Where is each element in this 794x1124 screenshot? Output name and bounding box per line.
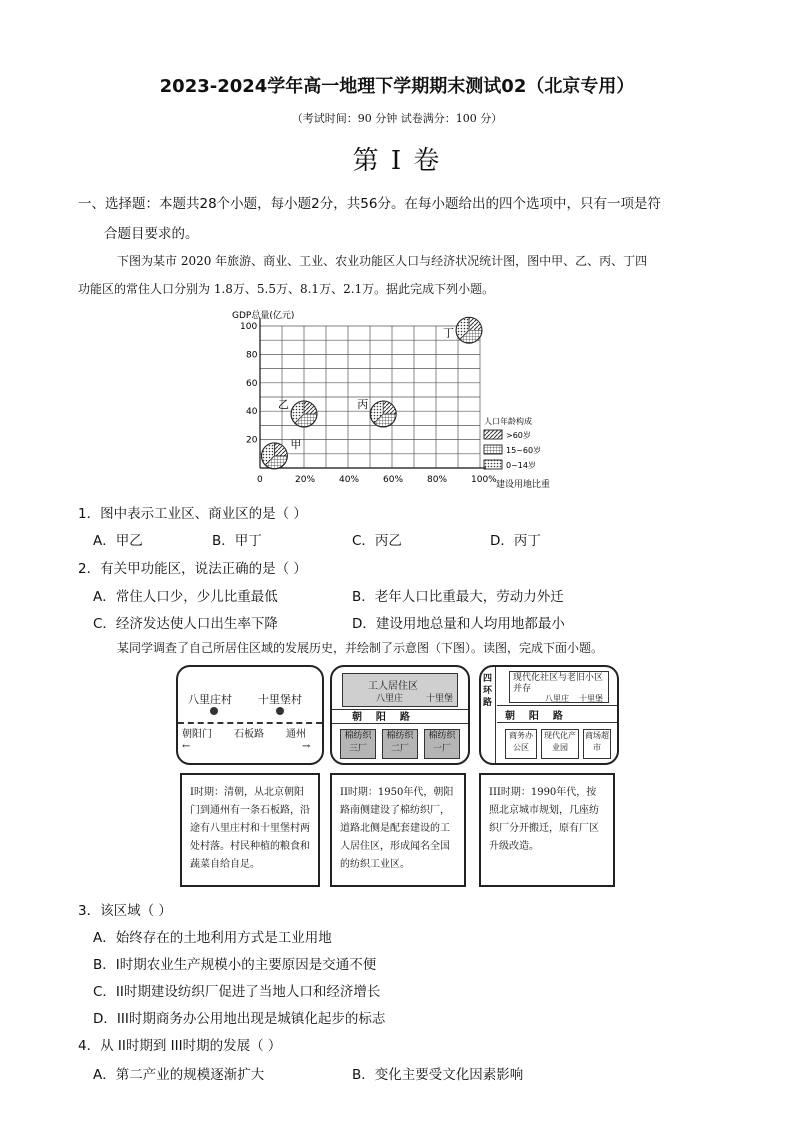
question-4-stem: 4．从 II时期到 III时期的发展（ ）: [78, 1038, 282, 1054]
y-tick-label: 20: [246, 435, 258, 446]
q2-option-b[interactable]: B．老年人口比重最大，劳动力外迁: [352, 589, 564, 605]
p3-industry-park: 现代化产业园: [541, 729, 579, 759]
section-instruction: 一、选择题：本题共28个小题，每小题2分，共56分。在每小题给出的四个选项中，只有一项是符: [78, 196, 661, 212]
p3-village-1: 八里庄: [545, 694, 569, 703]
q1-option-c[interactable]: C．丙乙: [352, 533, 402, 549]
p1-stone-road: [178, 722, 322, 724]
q3-option-b[interactable]: B．I时期农业生产规模小的主要原因是交通不便: [93, 957, 377, 973]
material-2-text: 某同学调查了自己所居住区域的发展历史，并绘制了示意图（下图）。读图，完成下面小题。: [117, 641, 604, 655]
period-3-description: III时期：1990年代，按照北京城市规划，几座纺织厂分开搬迁，原有厂区升级改造。: [479, 773, 615, 887]
period-3-map: [479, 665, 619, 765]
legend-item-young: 0~14岁: [506, 461, 536, 470]
q3-option-d[interactable]: D．III时期商务办公用地出现是城镇化起步的标志: [93, 1011, 386, 1027]
p2-factory-3: 棉纺织三厂: [340, 729, 376, 759]
q4-option-a[interactable]: A．第二产业的规模逐渐扩大: [93, 1067, 265, 1083]
exam-info: （考试时间：90 分钟 试卷满分：100 分）: [291, 112, 503, 125]
period-1-map: [176, 665, 324, 765]
point-label: 乙: [278, 398, 289, 412]
legend-swatch-mid: [484, 445, 502, 454]
x-tick-label: 0: [257, 475, 263, 485]
volume-heading: 第 I 卷: [352, 146, 442, 176]
p1-road-left: 朝阳门: [182, 729, 212, 740]
arrow-left-icon: ←: [182, 741, 191, 752]
p3-office: 商务办公区: [505, 729, 537, 759]
chart-x-label: 建设用地比重: [496, 480, 551, 490]
period-1-description: I时期：清朝，从北京朝阳门到通州有一条石板路，沿途有八里庄村和十里堡村两处村落。村民种植的粮食和蔬菜自给自足。: [180, 773, 320, 887]
p1-village-2: 十里堡村: [258, 693, 302, 706]
period-2-description: II时期：1950年代，朝阳路南侧建设了棉纺织厂，道路北侧是配套建设的工人居住区，形成闻名全国的纺织工业区。: [330, 773, 466, 887]
point-label: 丁: [443, 326, 454, 340]
p3-ring-road: 四环路: [483, 674, 493, 708]
p2-factory-1: 棉纺织一厂: [424, 729, 460, 759]
q2-option-c[interactable]: C．经济发达使人口出生率下降: [93, 616, 278, 632]
p2-road-label: 朝 阳 路: [352, 712, 410, 723]
p2-residential-label: 工人居住区: [368, 681, 418, 692]
question-3-stem: 3．该区域（ ）: [78, 903, 172, 919]
p3-road-line-2: [497, 722, 617, 723]
p1-village-1-dot: [210, 707, 218, 715]
legend-item-mid: 15~60岁: [506, 446, 542, 455]
x-tick-label: 60%: [383, 475, 404, 485]
question-1-stem: 1．图中表示工业区、商业区的是（ ）: [78, 506, 307, 522]
point-label: 丙: [357, 398, 369, 412]
q1-option-a[interactable]: A．甲乙: [93, 533, 143, 549]
p3-community: 现代化社区与老旧小区并存: [509, 671, 609, 703]
data-point-丁: [443, 317, 482, 343]
q3-option-a[interactable]: A．始终存在的土地利用方式是工业用地: [93, 930, 332, 946]
p2-village-2: 十里堡: [426, 694, 454, 704]
p1-village-2-dot: [276, 707, 284, 715]
data-point-甲: [261, 438, 301, 469]
p3-mall: 商场超市: [583, 729, 611, 759]
legend-swatch-old: [484, 430, 502, 439]
q1-option-b[interactable]: B．甲丁: [212, 533, 262, 549]
chart-legend: [484, 416, 541, 470]
x-tick-label: 40%: [339, 475, 360, 485]
p1-road-mid: 石板路: [234, 729, 264, 740]
p1-village-1: 八里庄村: [188, 693, 232, 706]
y-tick-label: 80: [246, 350, 258, 361]
p3-road-label: 朝 阳 路: [505, 711, 563, 722]
legend-swatch-young: [484, 460, 502, 469]
p2-factory-2: 棉纺织二厂: [382, 729, 418, 759]
legend-item-old: >60岁: [506, 431, 531, 440]
p3-road-line: [497, 705, 617, 706]
q2-option-a[interactable]: A．常住人口少，少儿比重最低: [93, 589, 278, 605]
q1-option-d[interactable]: D．丙丁: [490, 533, 541, 549]
material-1-text-cont: 功能区的常住人口分别为 1.8万、5.5万、8.1万、2.1万。据此完成下列小题。: [78, 282, 495, 296]
arrow-right-icon: →: [302, 741, 311, 752]
legend-title: 人口年龄构成: [484, 417, 532, 426]
y-tick-label: 40: [246, 407, 258, 418]
y-tick-label: 60: [246, 378, 258, 389]
point-label: 甲: [290, 437, 302, 451]
x-tick-label: 100%: [471, 475, 497, 485]
q2-option-d[interactable]: D．建设用地总量和人均用地都最小: [352, 616, 565, 632]
x-tick-label: 80%: [427, 475, 448, 485]
section-instruction-cont: 合题目要求的。: [104, 226, 199, 242]
data-point-乙: [278, 398, 317, 427]
population-economy-chart: [226, 306, 576, 496]
page-title: 2023-2024学年高一地理下学期期末测试02（北京专用）: [159, 76, 635, 97]
p2-road-line-2: [332, 723, 468, 724]
p2-village-1: 八里庄: [376, 694, 404, 704]
material-1-text: 下图为某市 2020 年旅游、商业、工业、农业功能区人口与经济状况统计图，图中甲、乙、丙、丁四: [117, 254, 648, 268]
q4-option-b[interactable]: B．变化主要受文化因素影响: [352, 1067, 524, 1083]
p3-ring-line: [495, 667, 496, 763]
q3-option-c[interactable]: C．II时期建设纺织厂促进了当地人口和经济增长: [93, 984, 381, 1000]
p1-road-right: 通州: [286, 729, 306, 740]
x-tick-label: 20%: [295, 475, 316, 485]
data-point-丙: [357, 398, 396, 427]
y-tick-label: 100: [240, 322, 258, 332]
period-2-map: [330, 665, 470, 765]
question-2-stem: 2．有关甲功能区，说法正确的是（ ）: [78, 561, 307, 577]
p3-village-2: 十里堡: [579, 694, 603, 703]
chart-y-label: GDP总量(亿元): [232, 311, 295, 321]
